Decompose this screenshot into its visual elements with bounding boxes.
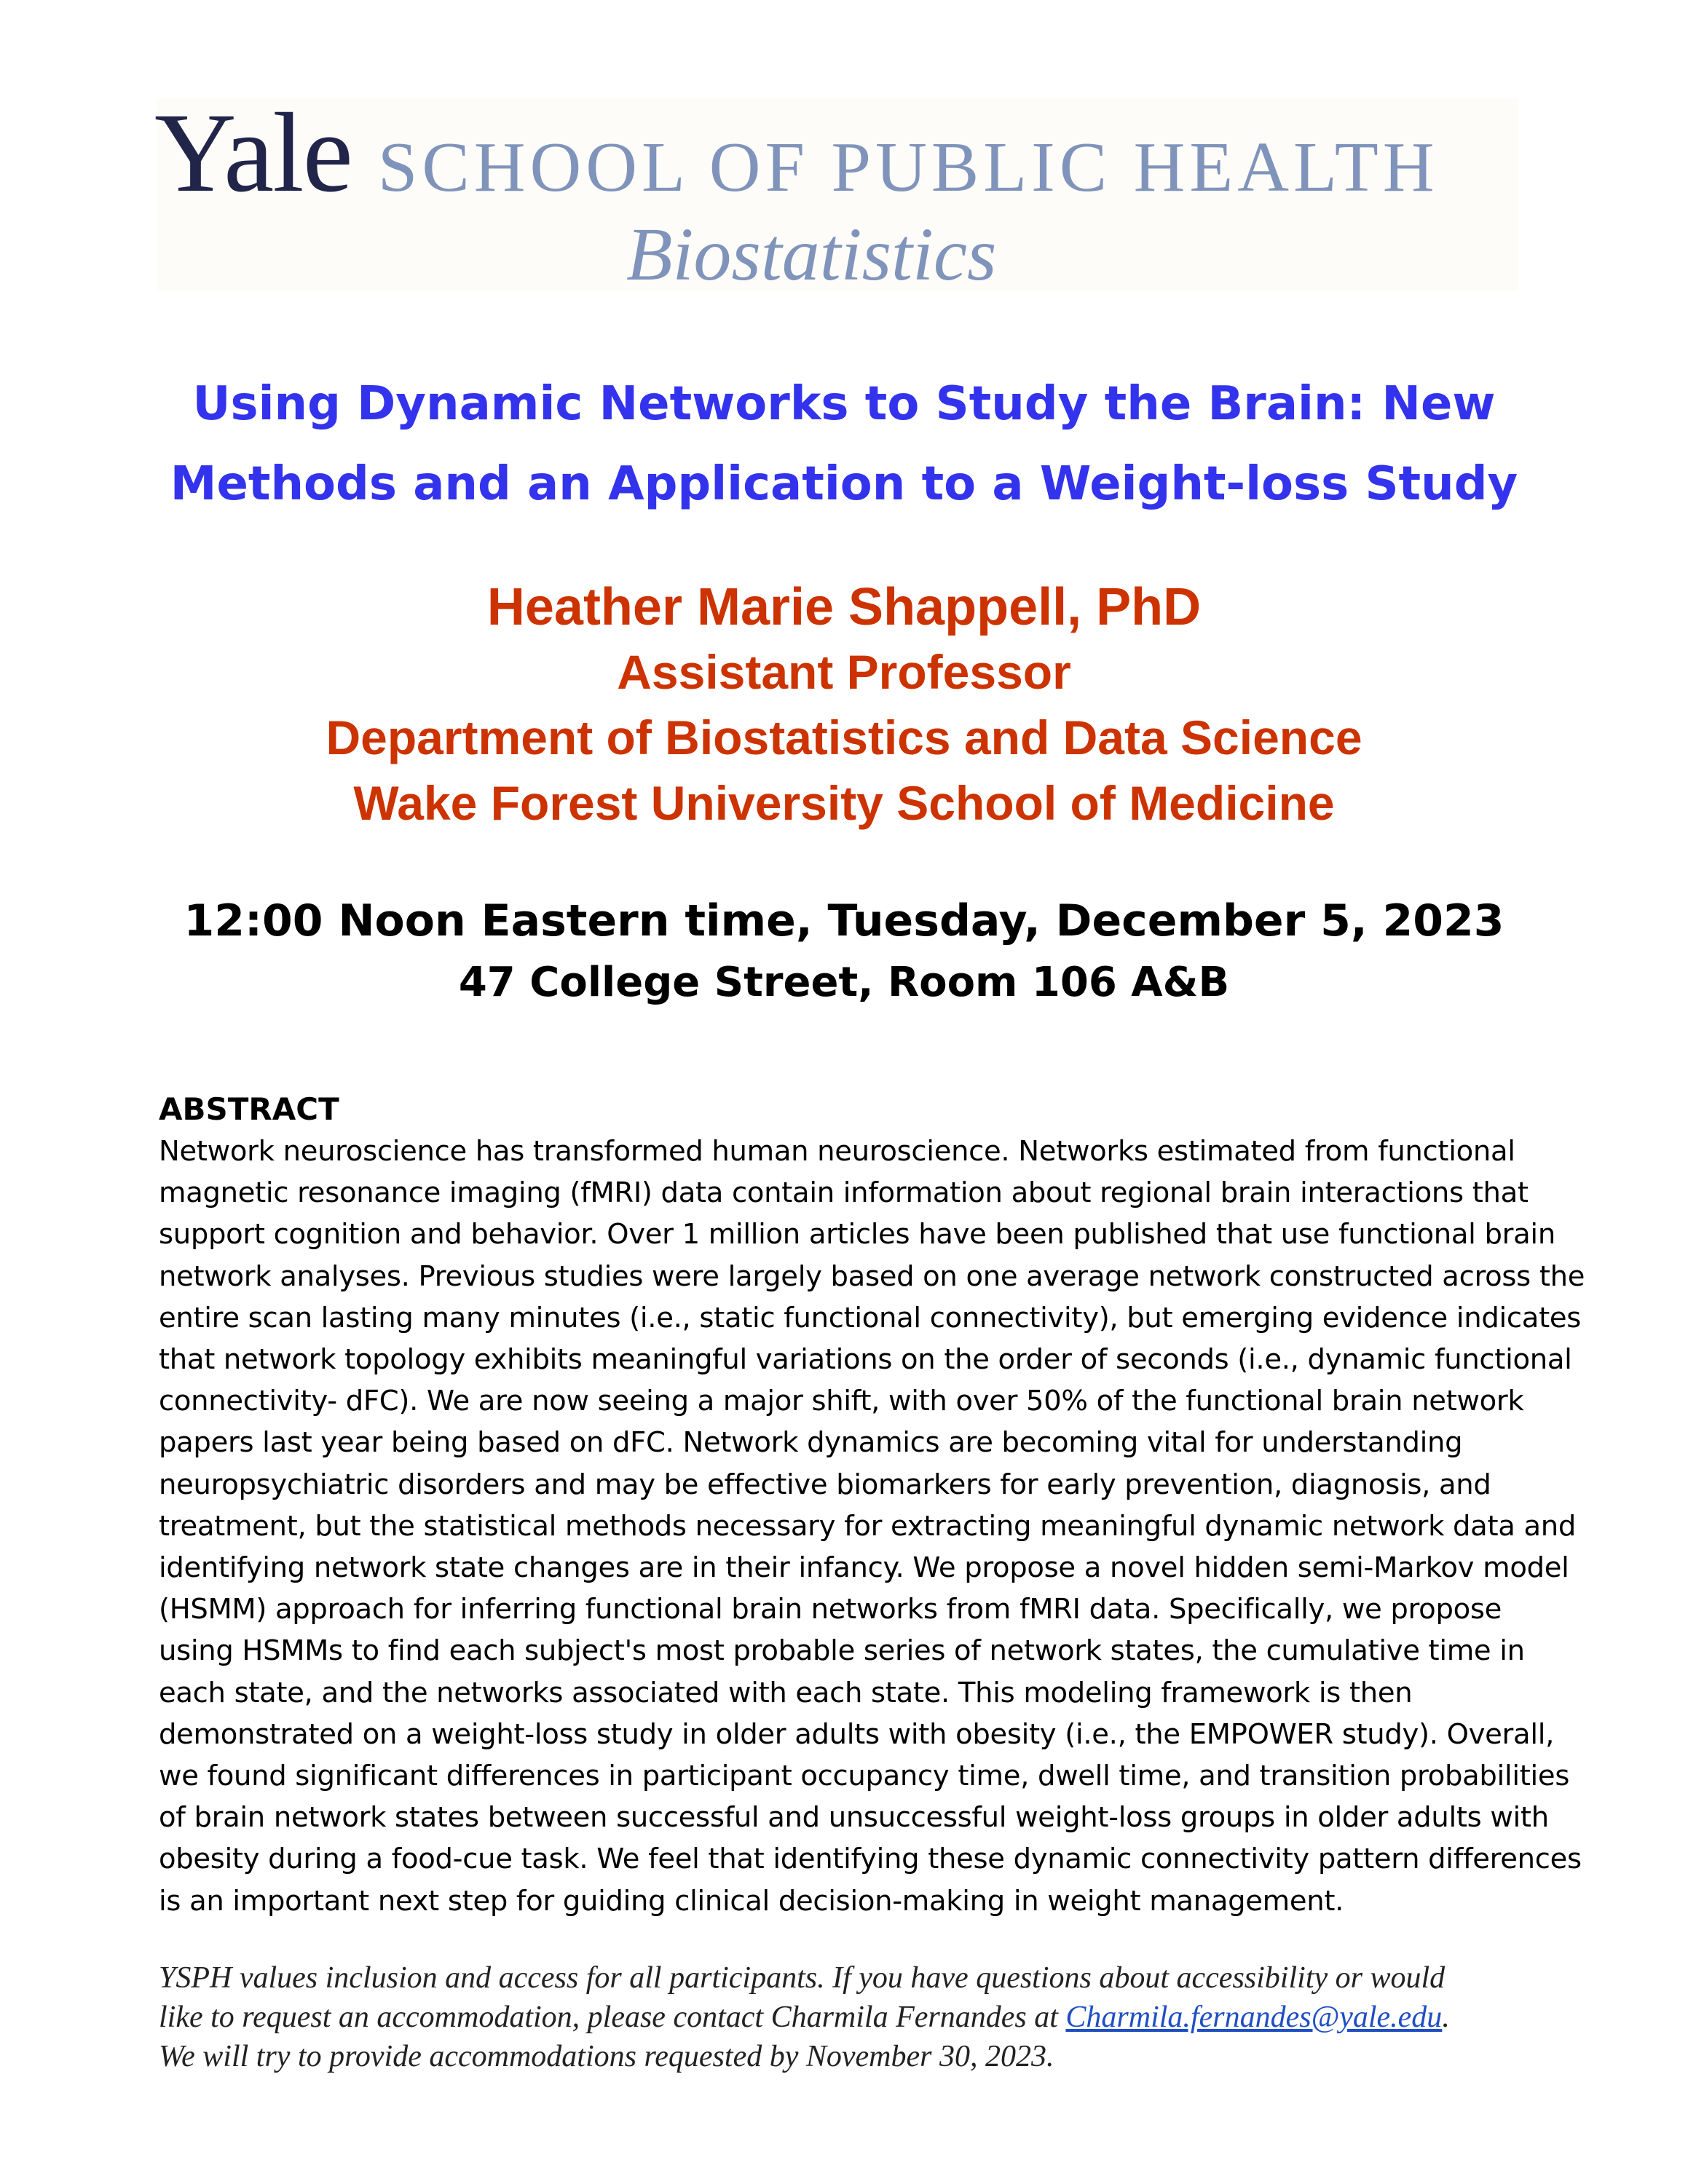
yale-logo [154,87,1438,218]
speaker-block [0,575,1688,836]
event-date-time: 12:00 Noon Eastern time, Tuesday, December 5, 2023 [184,895,1504,946]
speaker-department: Department of Biostatistics and Data Science [326,711,1362,764]
abstract-line: obesity during a food-cue task. We feel that identifying these dynamic connectivity pattern differences [159,1843,1582,1876]
event-details [0,892,1688,1016]
abstract-body [159,1131,1585,1922]
talk-title-line-2: Methods and an Application to a Weight-loss Study [170,457,1518,511]
talk-title [0,364,1688,524]
abstract-line: connectivity- dFC). We are now seeing a major shift, with over 50% of the functional brain network [159,1385,1524,1418]
logo-department-name: Biostatistics [626,213,997,296]
accessibility-contact-text: like to request an accommodation, please contact Charmila Fernandes at [159,2001,1066,2034]
abstract-line: of brain network states between successful and unsuccessful weight-loss groups in older adults with [159,1801,1549,1835]
speaker-name: Heather Marie Shappell, PhD [486,578,1202,636]
abstract-line: Network neuroscience has transformed human neuroscience. Networks estimated from functional [159,1135,1515,1168]
speaker-institution: Wake Forest University School of Medicine [353,776,1335,830]
logo-school-name: SCHOOL OF PUBLIC HEALTH [377,128,1439,207]
abstract-line: support cognition and behavior. Over 1 million articles have been published that use functional brain [159,1218,1555,1251]
accessibility-notice [159,1958,1542,2076]
abstract-line: we found significant differences in participant occupancy time, dwell time, and transition probabilities [159,1760,1570,1793]
abstract-line: identifying network state changes are in their infancy. We propose a novel hidden semi-Markov model [159,1551,1569,1585]
abstract-line: that network topology exhibits meaningful variations on the order of seconds (i.e., dynamic functional [159,1343,1572,1377]
abstract-line: is an important next step for guiding clinical decision-making in weight management. [159,1884,1344,1918]
speaker-position: Assistant Professor [617,645,1071,699]
abstract-section [159,1088,1585,1922]
abstract-line: papers last year being based on dFC. Network dynamics are becoming vital for understanding [159,1426,1463,1460]
event-location: 47 College Street, Room 106 A&B [458,959,1230,1006]
accessibility-line-2 [159,1998,1542,2037]
abstract-line: entire scan lasting many minutes (i.e., static functional connectivity), but emerging evidence indicates [159,1301,1582,1334]
accessibility-line-3: We will try to provide accommodations requested by November 30, 2023. [159,2040,1054,2073]
contact-email-link[interactable]: Charmila.fernandes@yale.edu [1065,2001,1443,2034]
accessibility-line-1: YSPH values inclusion and access for all participants. If you have questions about accessibility or would [159,1961,1446,1995]
abstract-line: demonstrated on a weight-loss study in older adults with obesity (i.e., the EMPOWER study). Overall, [159,1717,1555,1751]
abstract-line: magnetic resonance imaging (fMRI) data contain information about regional brain interactions that [159,1176,1529,1210]
abstract-heading: ABSTRACT [159,1091,339,1127]
abstract-line: treatment, but the statistical methods necessary for extracting meaningful dynamic network data and [159,1509,1577,1543]
abstract-line: (HSMM) approach for inferring functional brain networks from fMRI data. Specifically, we propose [159,1593,1502,1626]
accessibility-period: . [1442,2001,1450,2034]
abstract-line: each state, and the networks associated with each state. This modeling framework is then [159,1676,1413,1709]
abstract-line: using HSMMs to find each subject's most probable series of network states, the cumulative time in [159,1634,1525,1668]
talk-title-line-1: Using Dynamic Networks to Study the Brain: New [192,377,1496,431]
abstract-line: network analyses. Previous studies were largely based on one average network constructed across the [159,1259,1585,1293]
abstract-line: neuropsychiatric disorders and may be effective biomarkers for early prevention, diagnosis, and [159,1468,1491,1501]
logo-wordmark-yale: Yale [154,90,352,215]
